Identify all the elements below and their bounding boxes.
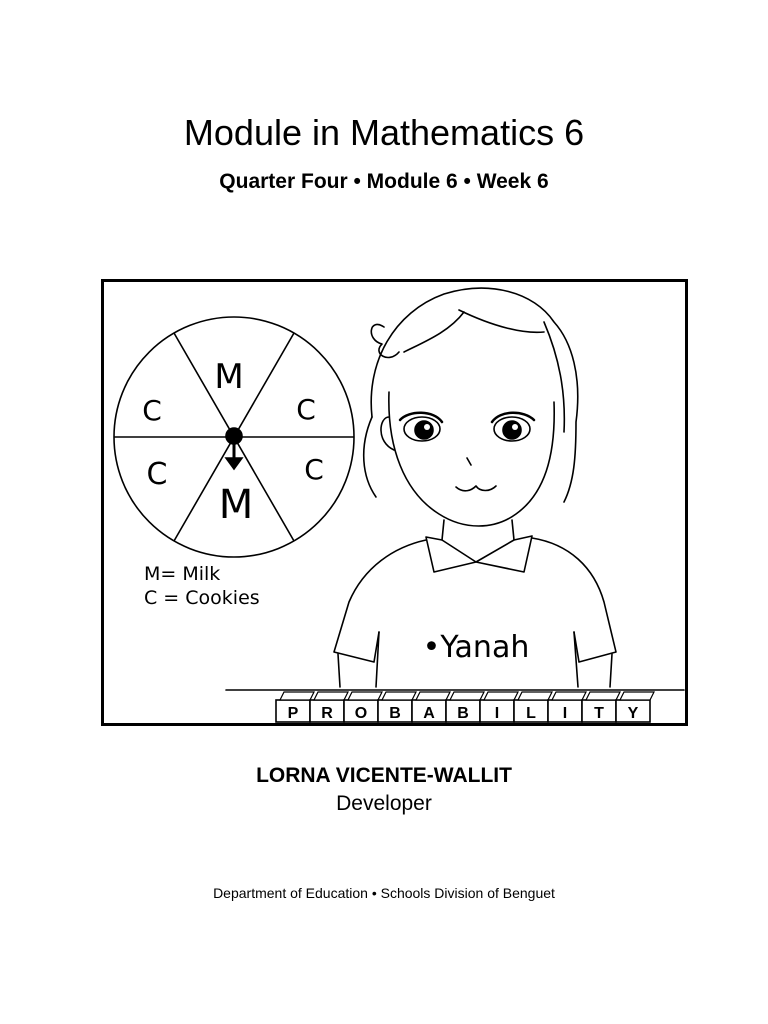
block-letter: I	[494, 705, 500, 722]
block	[344, 692, 382, 722]
spinner-label: C	[146, 457, 168, 492]
nose	[467, 458, 471, 465]
block-letter: I	[562, 705, 568, 722]
legend-cookies: C = Cookies	[144, 587, 260, 609]
mouth	[456, 486, 496, 491]
hair-strand	[459, 310, 544, 332]
shirt-left-sleeve	[334, 540, 426, 662]
developer-role: Developer	[336, 792, 432, 815]
block	[616, 692, 654, 722]
hair-left	[364, 417, 376, 497]
developer-name: LORNA VICENTE-WALLIT	[256, 764, 512, 787]
block	[582, 692, 620, 722]
neck	[442, 520, 514, 540]
spinner-pin	[226, 428, 242, 444]
shirt-right-sleeve	[532, 538, 616, 662]
block	[276, 692, 314, 722]
letter-blocks	[276, 692, 654, 722]
shirt-collar	[426, 536, 532, 572]
shirt-text: •Yanah	[422, 630, 530, 665]
pupil-right	[503, 421, 521, 439]
eye-shine	[512, 424, 518, 430]
block	[310, 692, 348, 722]
legend-milk: M= Milk	[144, 563, 221, 585]
block-letter: A	[423, 705, 435, 722]
spinner-label: C	[304, 453, 324, 486]
block	[514, 692, 552, 722]
block	[480, 692, 518, 722]
module-subtitle: Quarter Four • Module 6 • Week 6	[219, 170, 549, 193]
spinner-label: M	[218, 482, 254, 528]
block-letter: L	[526, 705, 536, 722]
hair-strand	[404, 312, 464, 352]
spinner-arrow-head	[226, 458, 242, 469]
block	[378, 692, 416, 722]
block-letter: T	[594, 705, 604, 722]
block-letter: B	[457, 705, 469, 722]
footer-text: Department of Education • Schools Division of Benguet	[213, 885, 555, 901]
block-letter: Y	[627, 705, 639, 722]
block-letter: B	[389, 705, 401, 722]
eye-shine	[424, 424, 430, 430]
pupil-left	[415, 421, 433, 439]
module-title: Module in Mathematics 6	[183, 112, 585, 153]
illustration-drawing	[104, 282, 685, 723]
block	[548, 692, 586, 722]
block-letter: R	[321, 705, 333, 722]
block	[412, 692, 450, 722]
spinner-label: C	[296, 393, 316, 426]
block-letter: P	[287, 705, 299, 722]
cover-illustration	[101, 279, 688, 726]
spinner-label: C	[142, 394, 162, 427]
block	[446, 692, 484, 722]
spinner-label: M	[214, 357, 244, 397]
block-letter: O	[354, 705, 368, 722]
